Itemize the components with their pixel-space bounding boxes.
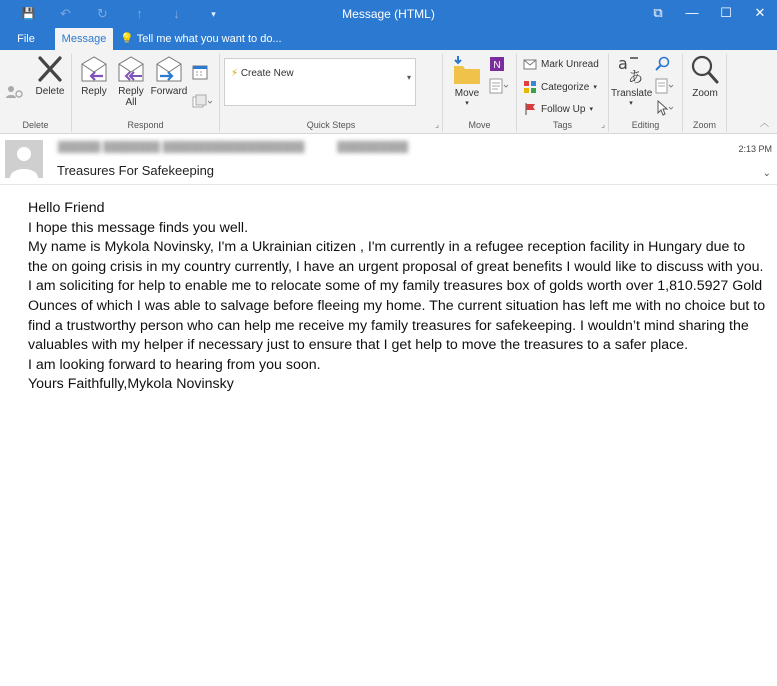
meeting-button[interactable]: [192, 64, 208, 80]
follow-up-dropdown-icon: ▾: [589, 106, 593, 113]
body-line: I am soliciting for help to enable me to relocate some of my family treasures box of golds worth over 1,810.5927 Gold Ounces of which I was able to salvage before fleeing my home. The current situation has left me with no choice but to find a trustworthy person who can help me receive my family treasures for safekeeping. I wouldn’t mind sharing the valuables with my helper if necessary just to ensure that I get help to move the treasures to a safer place.: [28, 278, 766, 354]
delete-label: Delete: [35, 86, 65, 97]
ignore-button[interactable]: [4, 84, 26, 102]
tell-me-text: Tell me what you want to do...: [136, 33, 282, 45]
message-subject: Treasures For Safekeeping: [57, 163, 215, 178]
gallery-more-icon[interactable]: ▾: [406, 73, 411, 82]
expand-header-icon[interactable]: ⌄: [762, 168, 771, 179]
move-label: Move: [454, 88, 480, 99]
zoom-label: Zoom: [692, 88, 718, 99]
group-delete: [0, 54, 72, 132]
message-time: 2:13 PM: [738, 144, 772, 154]
categorize-label: Categorize: [541, 81, 590, 93]
create-new-label: Create New: [240, 68, 294, 79]
maximize-button[interactable]: ☐: [720, 5, 732, 20]
reply-all-button[interactable]: [114, 54, 148, 108]
group-respond: [72, 54, 220, 132]
reply-label: Reply: [81, 86, 107, 97]
group-label: Move: [468, 120, 491, 130]
quick-steps-gallery[interactable]: [224, 58, 416, 106]
customize-qat-icon[interactable]: ▾: [211, 9, 216, 19]
tab-file[interactable]: File: [17, 33, 35, 45]
save-icon[interactable]: 💾: [21, 8, 36, 20]
translate-label: Translate: [611, 88, 653, 99]
ribbon-tabs: [0, 28, 777, 50]
group-tags: [517, 54, 609, 132]
categorize-dropdown-icon: ▾: [593, 84, 597, 91]
delete-x-icon: [35, 54, 65, 84]
categorize-icon: [523, 80, 537, 94]
group-zoom: [683, 54, 727, 132]
group-label: Quick Steps: [306, 120, 356, 130]
follow-up-label: Follow Up: [541, 103, 586, 115]
move-dropdown-icon: ▾: [465, 100, 469, 107]
tab-message[interactable]: Message: [55, 28, 113, 50]
related-icon: [655, 78, 675, 94]
reply-all-icon: [116, 54, 146, 84]
previous-item-icon[interactable]: ↑: [136, 6, 143, 21]
window-controls: [641, 0, 777, 28]
forward-button[interactable]: [150, 54, 188, 97]
body-line: Hello Friend: [28, 200, 105, 216]
message-header: [0, 135, 777, 185]
undo-icon[interactable]: ↶: [60, 6, 71, 21]
flag-icon: [523, 102, 537, 116]
dialog-launcher-icon[interactable]: ⌟: [435, 120, 439, 129]
reply-button[interactable]: [78, 54, 110, 97]
translate-dropdown-icon: ▾: [629, 100, 633, 107]
tell-me-box[interactable]: [120, 28, 320, 50]
redo-icon[interactable]: ↻: [97, 6, 108, 21]
select-cursor-icon: [655, 100, 675, 116]
body-line: Yours Faithfully,Mykola Novinsky: [28, 376, 234, 393]
avatar: [5, 140, 43, 178]
close-button[interactable]: ✕: [754, 5, 766, 20]
lightning-icon: ⚡: [231, 68, 239, 79]
find-icon: [655, 56, 671, 72]
dialog-launcher-icon[interactable]: ⌟: [601, 120, 605, 129]
minimize-button[interactable]: —: [685, 5, 699, 20]
create-new-quick-step[interactable]: [231, 68, 294, 79]
translate-icon: [616, 54, 646, 86]
move-button[interactable]: [449, 54, 485, 107]
ignore-icon: [5, 84, 25, 100]
forward-icon: [154, 54, 184, 84]
select-button[interactable]: [655, 100, 675, 116]
group-label: Editing: [631, 120, 660, 130]
svg-text:a: a: [618, 54, 628, 73]
person-silhouette-icon: [5, 140, 43, 178]
body-line: I hope this message finds you well.: [28, 219, 249, 236]
group-editing: [609, 54, 683, 132]
svg-text:N: N: [493, 60, 501, 71]
categorize-button[interactable]: [523, 80, 597, 94]
find-button[interactable]: [655, 56, 671, 72]
body-line: My name is Mykola Novinsky, I'm a Ukrainian citizen , I'm currently in a refugee reception facility in Hungary due to the on going crisis in my country currently, I have an urgent proposal of great benefits I would like to discuss with you.: [28, 239, 764, 275]
sender-line-redacted: [58, 142, 408, 153]
more-respond-icon: [192, 94, 212, 110]
title-bar: [0, 0, 777, 28]
lightbulb-icon: 💡: [120, 33, 134, 45]
group-label: Respond: [127, 120, 164, 130]
mark-unread-label: Mark Unread: [541, 58, 599, 70]
group-label: Zoom: [692, 120, 716, 130]
body-line: I am looking forward to hearing from you soon.: [28, 356, 321, 373]
zoom-button[interactable]: [685, 54, 725, 99]
onenote-icon: [489, 56, 505, 72]
group-move: [443, 54, 517, 132]
magnifier-icon: [690, 54, 720, 86]
related-button[interactable]: [655, 78, 675, 94]
next-item-icon[interactable]: ↓: [173, 6, 180, 21]
ribbon: [0, 50, 777, 134]
forward-label: Forward: [150, 86, 188, 97]
actions-button[interactable]: [489, 78, 509, 94]
reply-icon: [79, 54, 109, 84]
reply-all-label-1: Reply: [118, 86, 144, 97]
window-title: Message (HTML): [342, 7, 435, 21]
ribbon-display-options-icon[interactable]: ⧉: [653, 5, 663, 20]
actions-icon: [489, 78, 509, 94]
mark-unread-button[interactable]: [523, 58, 599, 70]
delete-button[interactable]: [30, 54, 70, 97]
reply-all-label-2: All: [125, 97, 137, 108]
translate-button[interactable]: [611, 54, 651, 107]
move-folder-icon: [452, 54, 482, 86]
collapse-ribbon-icon[interactable]: ︿: [759, 118, 769, 128]
sender-redacted-name: ██████ ████████ ████████████████████: [58, 142, 305, 153]
message-body: [28, 199, 768, 395]
group-label: Tags: [552, 120, 572, 130]
envelope-icon: [523, 58, 537, 70]
group-quick-steps: [220, 54, 443, 132]
svg-text:あ: あ: [628, 68, 644, 86]
group-label: Delete: [22, 120, 49, 130]
meeting-icon: [192, 64, 208, 80]
onenote-button[interactable]: [489, 56, 505, 72]
recipient-redacted: ██████████: [337, 142, 409, 153]
more-respond-button[interactable]: [192, 94, 212, 110]
follow-up-button[interactable]: [523, 102, 593, 116]
